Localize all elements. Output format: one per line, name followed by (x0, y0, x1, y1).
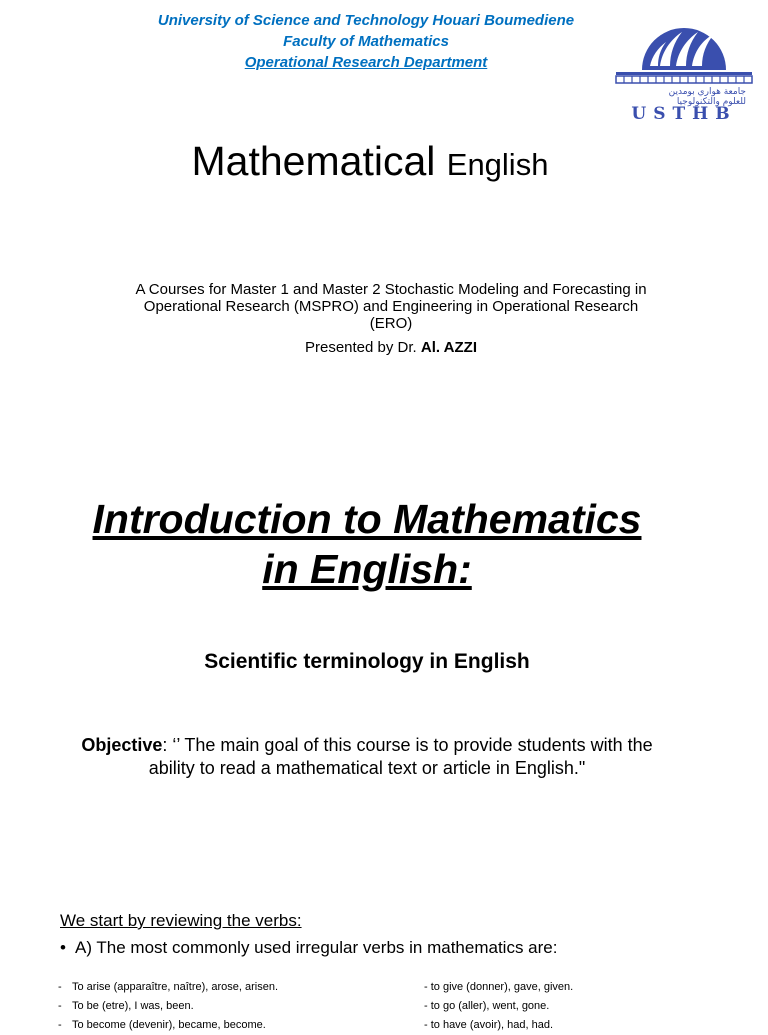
usthb-logo (610, 12, 758, 122)
logo-acronym: USTHB (631, 104, 737, 122)
list-item: - to have (avoir), had, had. (424, 1019, 554, 1031)
list-item: - to give (donner), gave, given. (424, 981, 574, 993)
course-description: A Courses for Master 1 and Master 2 Stochastic Modeling and Forecasting in Operational Research (MSPRO) and Engineering in Operational Research (ERO) (135, 281, 647, 332)
title-main: Mathematical (191, 138, 436, 184)
objective-label: Objective (81, 735, 163, 755)
intro-title (40, 494, 694, 594)
usthb-emblem (610, 12, 758, 122)
list-item: - To become (devenir), became, become. (58, 1019, 266, 1031)
list-item: - To be (etre), I was, been. (58, 1000, 194, 1012)
objective-text: : ‘’ The main goal of this course is to provide students with the ability to read a mathematical text or article in English." (148, 735, 653, 778)
logo-arabic-line-1: جامعة هواري بومدين (668, 87, 746, 97)
list-item: - To arise (apparaître, naître), arose, arisen. (58, 981, 279, 993)
intro-subtitle: Scientific terminology in English (204, 650, 530, 673)
presenter-name: Al. AZZI (420, 339, 477, 356)
bullet-icon: • (60, 938, 66, 957)
university-name: University of Science and Technology Houari Boumediene (157, 12, 575, 29)
presenter-line (128, 339, 654, 357)
verbs-heading: A) The most commonly used irregular verbs in mathematics are: (75, 938, 558, 957)
faculty-name: Faculty of Mathematics (283, 33, 449, 50)
verbs-bullet (60, 937, 557, 959)
verb-list-right (424, 978, 573, 1035)
intro-title-line-1: Introduction to Mathematics (92, 496, 642, 542)
objective-paragraph (60, 734, 674, 780)
department-name: Operational Research Department (244, 54, 488, 71)
list-item: - to go (aller), went, gone. (424, 1000, 550, 1012)
intro-title-line-2: in English: (262, 546, 472, 592)
page-title (0, 136, 740, 190)
verb-list-left (58, 978, 278, 1035)
verbs-intro: We start by reviewing the verbs: (60, 911, 302, 930)
title-secondary: English (446, 147, 549, 182)
presenter-prefix: Presented by Dr. (304, 339, 417, 356)
logo-arabic-line-2: للعلوم والتكنولوجيا (676, 97, 746, 107)
university-header (60, 10, 672, 73)
